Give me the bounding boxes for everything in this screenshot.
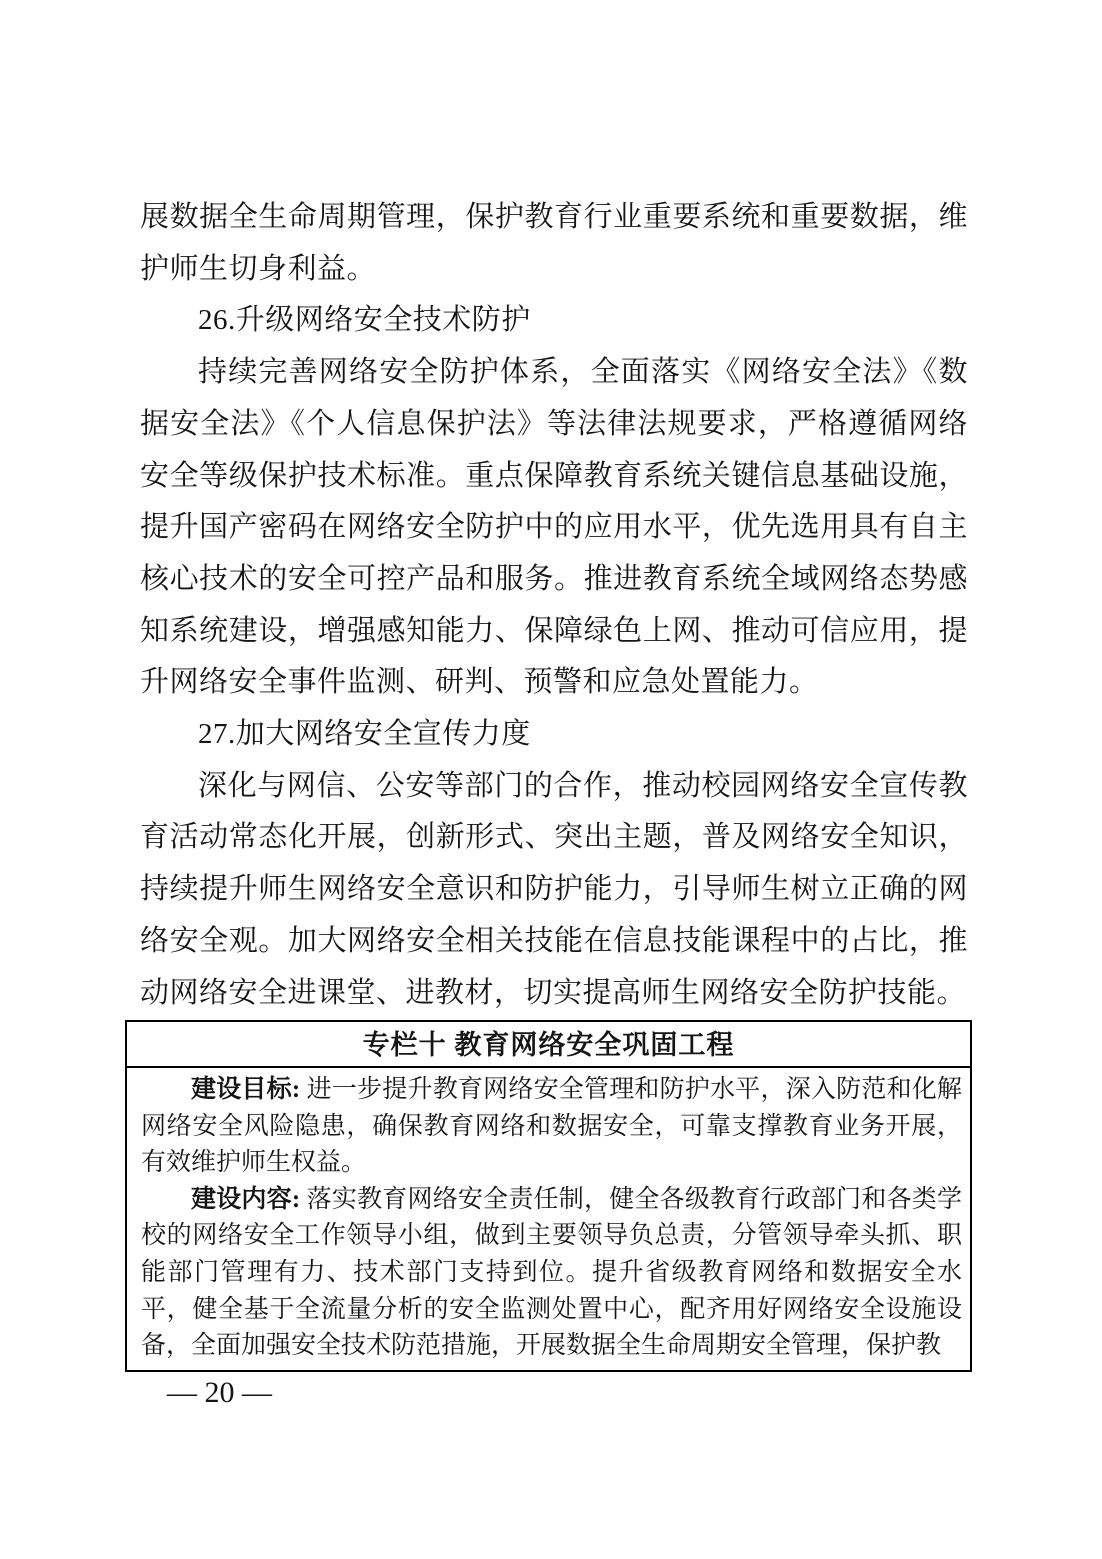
box-content-paragraph xyxy=(141,1182,962,1365)
section-heading-27: 27.加大网络安全宣传力度 xyxy=(198,718,531,751)
content-label: 建设内容: xyxy=(191,1185,301,1213)
main-text-block xyxy=(140,192,968,1019)
section-heading-26: 26.升级网络安全技术防护 xyxy=(198,304,531,337)
paragraph-section-27-body: 深化与网信、公安等部门的合作，推动校园网络安全宣传教育活动常态化开展，创新形式、突出主题，普及网络安全知识，持续提升师生网络安全意识和防护能力，引导师生树立正确的网络安全观。加大网络安全相关技能在信息技能课程中的占比，推动网络安全进课堂、进教材，切实提高师生网络安全防护技能。 xyxy=(140,769,968,1009)
page-number: — 20 — xyxy=(167,1376,272,1409)
box-goal-paragraph xyxy=(141,1072,962,1182)
goal-label: 建设目标: xyxy=(191,1076,301,1103)
content-text: 落实教育网络安全责任制，健全各级教育行政部门和各类学校的网络安全工作领导小组，做到主要领导负总责，分管领导牵头抓、职能部门管理有力、技术部门支持到位。提升省级教育网络和数据安全水平，健全基于全流量分析的安全监测处置中心，配齐用好网络安全设施设备，全面加强安全技术防范措施，开展数据全生命周期安全管理，保护教 xyxy=(141,1185,962,1360)
paragraph-continuation: 展数据全生命周期管理，保护教育行业重要系统和重要数据，维护师生切身利益。 xyxy=(140,201,968,285)
special-column-title: 专栏十 教育网络安全巩固工程 xyxy=(127,1022,970,1068)
paragraph-section-26-body: 持续完善网络安全防护体系，全面落实《网络安全法》《数据安全法》《个人信息保护法》等法律法规要求，严格遵循网络安全等级保护技术标准。重点保障教育系统关键信息基础设施，提升国产密码在网络安全防护中的应用水平，优先选用具有自主核心技术的安全可控产品和服务。推进教育系统全域网络态势感知系统建设，增强感知能力、保障绿色上网、推动可信应用，提升网络安全事件监测、研判、预警和应急处置能力。 xyxy=(140,356,968,699)
goal-text: 进一步提升教育网络安全管理和防护水平，深入防范和化解网络安全风险隐患，确保教育网络和数据安全，可靠支撑教育业务开展，有效维护师生权益。 xyxy=(141,1076,962,1177)
special-column-body xyxy=(127,1068,970,1368)
special-column-box xyxy=(125,1020,972,1372)
